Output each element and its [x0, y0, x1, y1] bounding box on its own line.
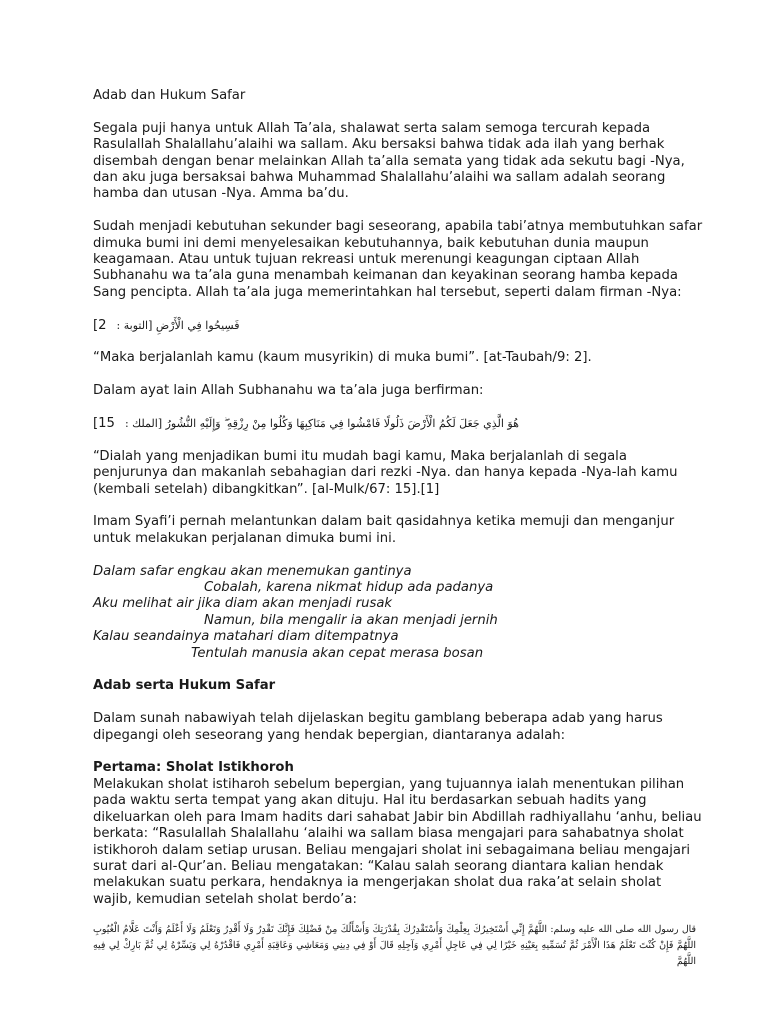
subsection-heading: Pertama: Sholat Istikhoroh	[93, 760, 294, 776]
poem-line: Namun, bila mengalir ia akan menjadi jernih	[204, 612, 498, 628]
paragraph-istikhoroh: Melakukan sholat istiharoh sebelum bepergian, yang tujuannya ialah menentukan pilihan pada waktu serta tempat yang akan dituju. Hal itu berdasarkan sebuah hadits yang dikeluarkan oleh para Imam hadits dari sahabat Jabir bin Abdillah radhiyallahu ‘anhu, beliau berkata: “Rasulallah Shalallahu ‘alaihi wa sallam biasa mengajari para sahabatnya sholat istikhoroh dalam setiap urusan. Beliau mengajari sholat ini sebagaimana beliau mengajari surat dari al-Qur’an. Beliau mengatakan: “Kalau salah seorang diantara kalian hendak melakukan suatu perkara, hendaknya ia mengerjakan sholat dua raka’at selain sholat wajib, kemudian setelah sholat berdo’a:	[93, 776, 702, 907]
verse-translation-mulk: “Dialah yang menjadikan bumi itu mudah bagi kamu, Maka berjalanlah di segala penjurunya dan makanlah sebahagian dari rezki -Nya. dan hanya kepada -Nya-lah kamu (kembali setelah) dibangkitkan”. [al-Mulk/67: 15].[1]	[93, 448, 678, 497]
document-page	[93, 88, 703, 970]
paragraph-other-verse: Dalam ayat lain Allah Subhanahu wa ta’ala juga berfirman:	[93, 383, 484, 399]
verse-translation-taubah: “Maka berjalanlah kamu (kaum musyrikin) di muka bumi”. [at-Taubah/9: 2].	[93, 350, 592, 366]
verse-reference: [2	[93, 317, 107, 333]
verse-reference: [15	[93, 416, 115, 432]
hadith-arabic-text: قال رسول الله صلى الله عليه وسلم: اللَّهُمَّ إِنِّي أَسْتَخِيرُكَ بِعِلْمِكَ وَأَسْتَقْدِرُكَ بِقُدْرَتِكَ وَأَسْأَلُكَ مِنْ فَضْلِكَ فَإِنَّكَ تَقْدِرُ وَلَا أَقْدِرُ وَتَعْلَمُ وَلَا أَعْلَمُ وَأَنْتَ عَلَّامُ الْغُيُوبِ اللَّهُمَّ فَإِنْ كُنْتَ تَعْلَمُ هَذَا الْأَمْرَ ثُمَّ تُسَمِّيهِ بِعَيْنِهِ خَيْرًا لِي فِي عَاجِلِ أَمْرِي وَآجِلِهِ قَالَ أَوْ فِي دِينِي وَمَعَاشِي وَعَاقِبَةِ أَمْرِي فَاقْدُرْهُ لِي وَيَسِّرْهُ لِي ثُمَّ بَارِكْ لِي فِيهِ اللَّهُمَّ	[93, 924, 696, 968]
poem-line: Kalau seandainya matahari diam ditempatnya	[93, 629, 399, 645]
section-heading: Adab serta Hukum Safar	[93, 678, 276, 694]
poem-line: Cobalah, karena nikmat hidup ada padanya	[204, 580, 494, 596]
verse-arabic: هُوَ الَّذِي جَعَلَ لَكُمُ الْأَرْضَ ذَلُولًا فَامْشُوا فِي مَنَاكِبِهَا وَكُلُوا مِنْ رِزْقِهِ ۖ وَإِلَيْهِ النُّشُورُ [الملك :	[124, 417, 519, 431]
poem-line: Tentulah manusia akan cepat merasa bosan	[191, 645, 484, 661]
quran-verse-taubah	[93, 318, 703, 334]
poem-line: Aku melihat air jika diam akan menjadi rusak	[93, 596, 393, 612]
intro-paragraph: Segala puji hanya untuk Allah Ta’ala, shalawat serta salam semoga tercurah kepada Rasulallah Shalallahu’alaihi wa sallam. Aku bersaksi bahwa tidak ada ilah yang berhak disembah dengan benar melainkan Allah ta’alla semata yang tidak ada sekutu bagi -Nya, dan aku juga bersaksai bahwa Muhammad Shalallahu’alaihi wa sallam adalah seorang hamba dan utusan -Nya. Amma ba’du.	[93, 120, 685, 202]
poem	[93, 564, 703, 662]
paragraph-sunnah-adab: Dalam sunah nabawiyah telah dijelaskan begitu gamblang beberapa adab yang harus dipegangi oleh seseorang yang hendak bepergian, diantaranya adalah:	[93, 711, 663, 743]
paragraph-need-for-travel: Sudah menjadi kebutuhan sekunder bagi seseorang, apabila tabi’atnya membutuhkan safar dimuka bumi ini demi menyelesaikan kebutuhannya, baik kebutuhan dunia maupun keagamaan. Atau untuk tujuan rekreasi untuk merenungi keagungan ciptaan Allah Subhanahu wa ta’ala guna menambah keimanan dan keyakinan seorang hamba kepada Sang pencipta. Allah ta’ala juga memerintahkan hal tersebut, seperti dalam firman -Nya:	[93, 219, 703, 300]
quran-verse-mulk	[93, 416, 703, 432]
poem-line: Dalam safar engkau akan menemukan gantinya	[93, 563, 412, 579]
document-title: Adab dan Hukum Safar	[93, 88, 246, 103]
paragraph-imam-syafii: Imam Syafi’i pernah melantunkan dalam bait qasidahnya ketika memuji dan menganjur untuk melakukan perjalanan dimuka bumi ini.	[93, 514, 675, 546]
verse-arabic: فَسِيحُوا فِي الْأَرْضِ [التوبة :	[116, 318, 240, 332]
